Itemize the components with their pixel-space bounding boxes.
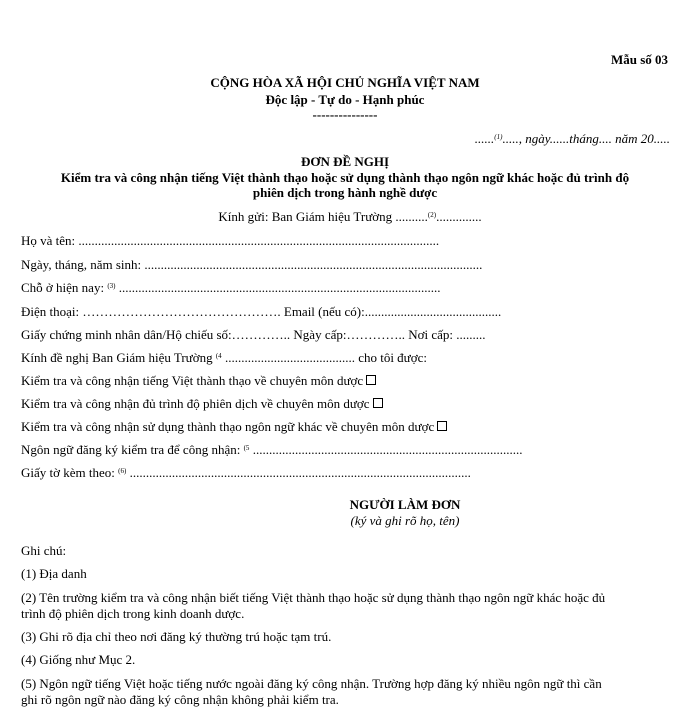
field-phone-email[interactable]: Điện thoại: ………………………………………. Email (nếu có):.......................................... (21, 304, 502, 319)
option2-checkbox[interactable] (373, 398, 383, 408)
document-title: ĐƠN ĐỀ NGHỊ (300, 154, 390, 169)
document-subtitle-line2: phiên dịch trong hành nghề dược (252, 185, 438, 200)
note-4: (4) Giống như Mục 2. (21, 652, 136, 667)
field-date-of-birth[interactable]: Ngày, tháng, năm sinh: ........................................................................................................ (21, 257, 483, 272)
note-2-line1: (2) Tên trường kiểm tra và công nhận biết tiếng Việt thành thạo hoặc sử dụng thành thạo ngôn ngữ khác hoặc đủ (21, 590, 606, 605)
request-blank: ........................................ cho tôi được: (221, 350, 427, 365)
field-address-blank: ................................................................................................... (115, 280, 441, 295)
signature-note: (ký và ghi rõ họ, tên) (350, 513, 460, 528)
form-number: Mẫu số 03 (610, 52, 668, 67)
recipient-post: .............. (436, 209, 482, 224)
field-language-footnote: (5 (243, 444, 250, 452)
date-line (475, 131, 670, 146)
field-attached-label: Giấy tờ kèm theo: (21, 465, 119, 480)
signature-title: NGƯỜI LÀM ĐƠN (349, 497, 461, 512)
date-line-pre: ...... (474, 131, 495, 146)
field-language-blank: ................................................................................... (249, 442, 523, 457)
field-address-footnote: (3) (107, 282, 116, 290)
note-5-line1: (5) Ngôn ngữ tiếng Việt hoặc tiếng nước ngoài đăng ký công nhận. Trường hợp đăng ký nhiều ngôn ngữ thì cần (21, 676, 602, 691)
note-5-line2: ghi rõ ngôn ngữ nào đăng ký công nhận không phải kiểm tra. (21, 692, 339, 707)
note-1: (1) Địa danh (21, 566, 87, 581)
request-line[interactable] (21, 350, 427, 365)
option1-checkbox[interactable] (366, 375, 376, 385)
option3-checkbox[interactable] (437, 421, 447, 431)
document-subtitle-line1: Kiểm tra và công nhận tiếng Việt thành thạo hoặc sử dụng thành thạo ngôn ngữ khác hoặc đủ trình độ (60, 170, 630, 185)
motto: Độc lập - Tự do - Hạnh phúc (265, 92, 425, 107)
note-3: (3) Ghi rõ địa chỉ theo nơi đăng ký thường trú hoặc tạm trú. (21, 629, 332, 644)
field-language-label: Ngôn ngữ đăng ký kiểm tra để công nhận: (21, 442, 244, 457)
country-heading: CỘNG HÒA XÃ HỘI CHỦ NGHĨA VIỆT NAM (210, 75, 480, 90)
option-interpretation-level[interactable] (21, 396, 383, 411)
option1-label: Kiểm tra và công nhận tiếng Việt thành thạo về chuyên môn dược (21, 373, 364, 388)
recipient-line (0, 209, 700, 224)
option3-label: Kiểm tra và công nhận sử dụng thành thạo ngôn ngữ khác về chuyên môn dược (21, 419, 435, 434)
option2-label: Kiểm tra và công nhận đủ trình độ phiên dịch về chuyên môn dược (21, 396, 370, 411)
recipient-footnote: (2) (427, 211, 437, 219)
recipient-pre: Kính gửi: Ban Giám hiệu Trường .......... (218, 209, 428, 224)
header-divider: --------------- (312, 107, 378, 122)
field-attached-documents[interactable] (21, 465, 471, 480)
field-language[interactable] (21, 442, 522, 457)
field-address[interactable] (21, 280, 440, 295)
option-other-language[interactable] (21, 419, 447, 434)
request-footnote: (4 (215, 352, 222, 360)
notes-heading: Ghi chú: (21, 543, 67, 558)
request-label: Kính đề nghị Ban Giám hiệu Trường (21, 350, 216, 365)
option-vietnamese-proficiency[interactable] (21, 373, 376, 388)
field-full-name[interactable]: Họ và tên: ............................................................................................................... (21, 233, 440, 248)
date-line-footnote: (1) (494, 133, 503, 141)
field-id-document[interactable]: Giấy chứng minh nhân dân/Hộ chiếu số:………….. Ngày cấp:………….. Nơi cấp: ......... (21, 327, 486, 342)
note-2-line2: trình độ phiên dịch trong kinh doanh dược. (21, 606, 245, 621)
field-address-label: Chỗ ở hiện nay: (21, 280, 108, 295)
field-attached-blank: ......................................................................................................... (126, 465, 471, 480)
field-attached-footnote: (6) (118, 467, 127, 475)
date-line-post: ....., ngày......tháng.... năm 20..... (502, 131, 670, 146)
